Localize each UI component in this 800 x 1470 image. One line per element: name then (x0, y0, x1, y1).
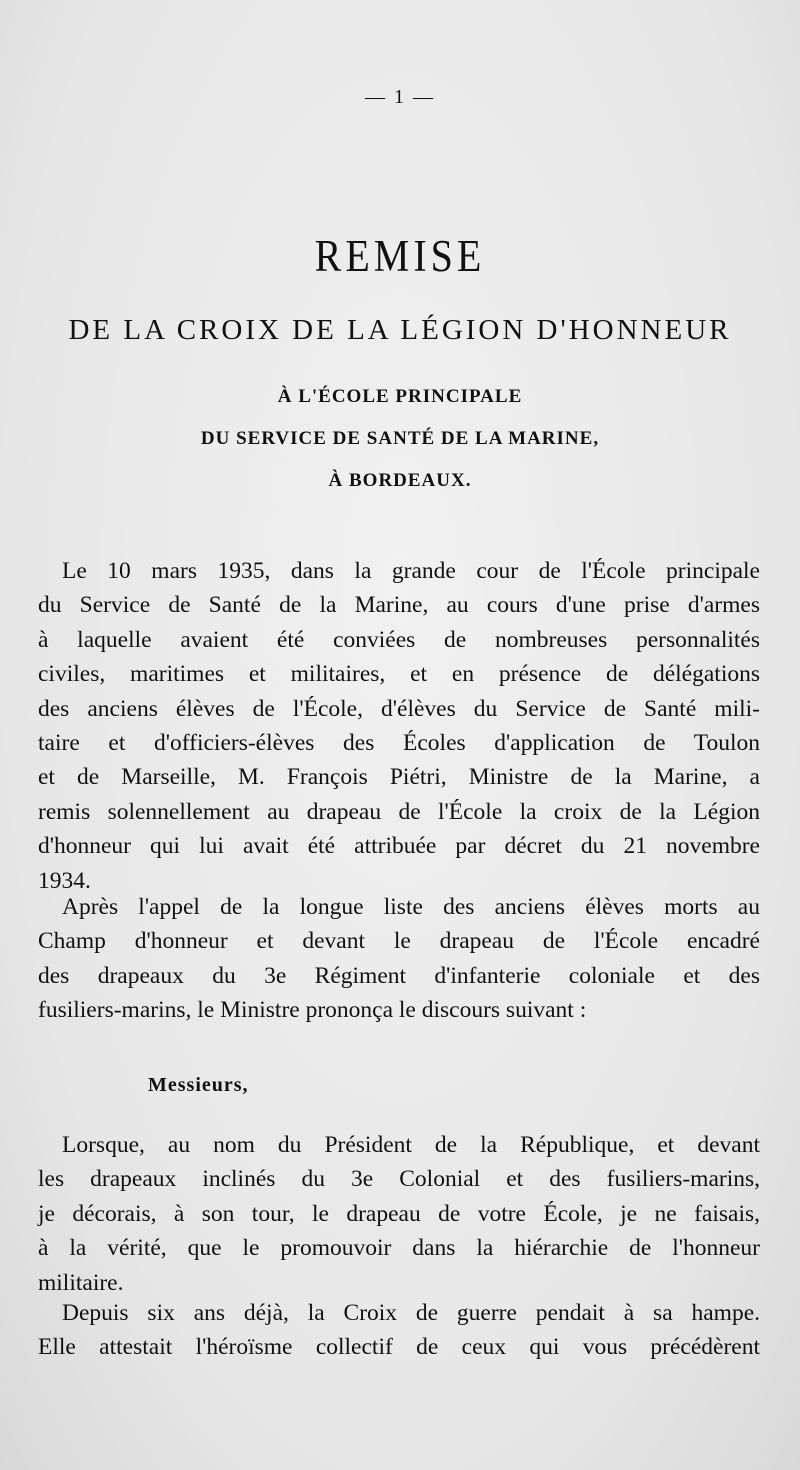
text-line: remis solennellement au drapeau de l'École la croix de la Légion (38, 798, 760, 825)
text-line: civiles, maritimes et militaires, et en présence de délégations (38, 661, 760, 688)
text-line: et de Marseille, M. François Piétri, Ministre de la Marine, a (38, 764, 760, 791)
text-line: fusiliers-marins, le Ministre prononça le discours suivant : (38, 997, 587, 1024)
text-line: Elle attestait l'héroïsme collectif de ceux qui vous précédèrent (38, 1334, 760, 1361)
text-line: taire et d'officiers-élèves des Écoles d'application de Toulon (38, 730, 760, 757)
place-line: À BORDEAUX. (328, 470, 472, 491)
text-line: Lorsque, au nom du Président de la République, et devant (62, 1132, 760, 1158)
place-line: À L'ÉCOLE PRINCIPALE (277, 386, 523, 407)
paragraph-ceremony (38, 554, 760, 898)
text-line: je décorais, à son tour, le drapeau de votre École, je ne faisais, (38, 1200, 760, 1227)
paragraph-speech-2 (38, 1296, 760, 1365)
text-line: les drapeaux inclinés du 3e Colonial et des fusiliers-marins, (38, 1166, 760, 1193)
text-line: d'honneur qui lui avait été attribuée par décret du 21 novembre (38, 833, 760, 860)
text-line: Le 10 mars 1935, dans la grande cour de l'École principale (62, 558, 760, 584)
paragraph-speech-1 (38, 1128, 760, 1300)
place-line: DU SERVICE DE SANTÉ DE LA MARINE, (200, 428, 600, 449)
document-title: REMISE (314, 229, 486, 282)
text-line: Champ d'honneur et devant le drapeau de l'École encadré (38, 928, 760, 955)
text-line: à laquelle avaient été conviées de nombreuses personnalités (38, 626, 760, 653)
text-line: des drapeaux du 3e Régiment d'infanterie coloniale et des (38, 962, 760, 989)
text-line: Depuis six ans déjà, la Croix de guerre pendait à sa hampe. (62, 1300, 760, 1326)
speech-salutation: Messieurs, (148, 1074, 249, 1096)
text-line: 1934. (38, 867, 91, 894)
document-subtitle: DE LA CROIX DE LA LÉGION D'HONNEUR (68, 314, 732, 346)
text-line: Après l'appel de la longue liste des anciens élèves morts au (62, 894, 760, 920)
text-line: du Service de Santé de la Marine, au cours d'une prise d'armes (38, 592, 760, 619)
text-line: à la vérité, que le promouvoir dans la hiérarchie de l'honneur (38, 1235, 760, 1262)
page-number: — 1 — (365, 86, 435, 108)
text-line: militaire. (38, 1269, 124, 1296)
text-line: des anciens élèves de l'École, d'élèves du Service de Santé mili- (38, 695, 760, 722)
paragraph-roll-call (38, 890, 760, 1028)
